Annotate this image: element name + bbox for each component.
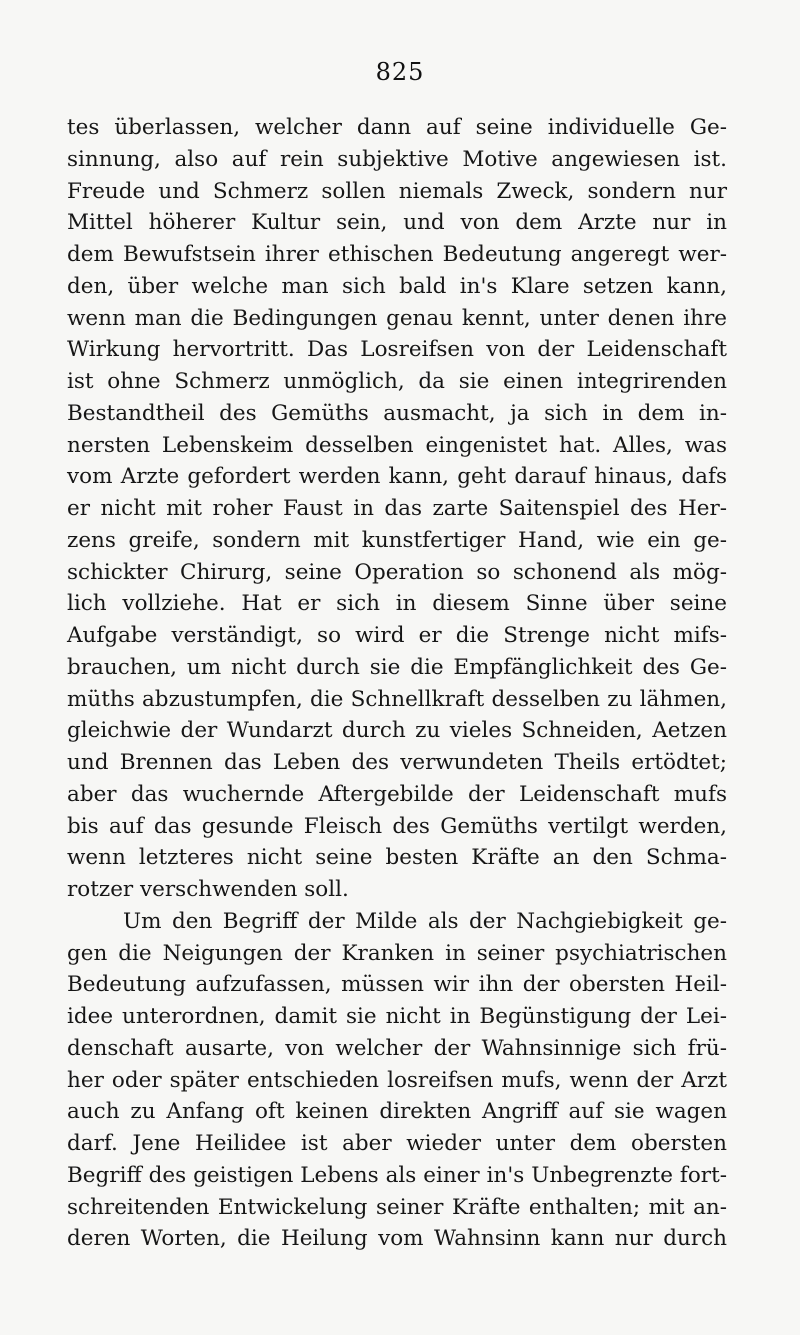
text-line: auch zu Anfang oft keinen direkten Angriff auf sie wagen <box>67 1099 727 1125</box>
text-line: aber das wuchernde Aftergebilde der Leidenschaft mufs <box>67 781 727 807</box>
text-line: sinnung, also auf rein subjektive Motive angewiesen ist. <box>67 146 727 172</box>
text-line: lich vollziehe. Hat er sich in diesem Sinne über seine <box>67 591 727 617</box>
text-line: dem Bewufstsein ihrer ethischen Bedeutung angeregt wer- <box>67 242 727 267</box>
text-line: tes überlassen, welcher dann auf seine individuelle Ge- <box>67 115 727 140</box>
text-line: nersten Lebenskeim desselben eingenistet hat. Alles, was <box>67 432 727 458</box>
paragraph-end-line: rotzer verschwenden soll. <box>67 877 349 902</box>
text-line: idee unterordnen, damit sie nicht in Begünstigung der Lei- <box>67 1004 727 1029</box>
text-line: ist ohne Schmerz unmöglich, da sie einen integrirenden <box>67 369 727 394</box>
text-line: gen die Neigungen der Kranken in seiner psychiatrischen <box>67 940 727 966</box>
text-line: zens greife, sondern mit kunstfertiger Hand, wie ein ge- <box>67 527 727 553</box>
page-number: 825 <box>375 58 425 86</box>
text-line: Bestandtheil des Gemüths ausmacht, ja sich in dem in- <box>67 400 727 426</box>
text-line: wenn man die Bedingungen genau kennt, unter denen ihre <box>67 305 727 331</box>
text-line: und Brennen das Leben des verwundeten Theils ertödtet; <box>67 750 727 775</box>
text-line: wenn letzteres nicht seine besten Kräfte an den Schma- <box>67 845 727 871</box>
text-line: vom Arzte gefordert werden kann, geht darauf hinaus, dafs <box>67 464 727 490</box>
paragraph-start-line: Um den Begriff der Milde als der Nachgiebigkeit ge- <box>123 908 727 934</box>
text-line: bis auf das gesunde Fleisch des Gemüths vertilgt werden, <box>67 813 727 839</box>
text-line: Aufgabe verständigt, so wird er die Strenge nicht mifs- <box>67 623 727 648</box>
text-line: Begriff des geistigen Lebens als einer in's Unbegrenzte fort- <box>67 1162 727 1188</box>
text-line: Mittel höherer Kultur sein, und von dem Arzte nur in <box>67 210 727 236</box>
text-line: Freude und Schmerz sollen niemals Zweck, sondern nur <box>67 178 727 204</box>
text-line: denschaft ausarte, von welcher der Wahnsinnige sich frü- <box>67 1035 727 1061</box>
text-line: er nicht mit roher Faust in das zarte Saitenspiel des Her- <box>67 496 727 521</box>
text-line: gleichwie der Wundarzt durch zu vieles Schneiden, Aetzen <box>67 718 727 744</box>
text-line: schickter Chirurg, seine Operation so schonend als mög- <box>67 559 727 585</box>
text-line: brauchen, um nicht durch sie die Empfänglichkeit des Ge- <box>67 654 727 680</box>
text-line: Wirkung hervortritt. Das Losreifsen von der Leidenschaft <box>67 337 727 363</box>
body-text <box>67 112 727 1255</box>
text-line: den, über welche man sich bald in's Klare setzen kann, <box>67 273 727 299</box>
text-line: Bedeutung aufzufassen, müssen wir ihn der obersten Heil- <box>67 972 727 998</box>
text-line: schreitenden Entwickelung seiner Kräfte enthalten; mit an- <box>67 1194 727 1220</box>
text-line: müths abzustumpfen, die Schnellkraft desselben zu lähmen, <box>67 686 727 712</box>
text-line: deren Worten, die Heilung vom Wahnsinn kann nur durch <box>67 1226 727 1252</box>
text-line: darf. Jene Heilidee ist aber wieder unter dem obersten <box>67 1131 727 1156</box>
text-line: her oder später entschieden losreifsen mufs, wenn der Arzt <box>67 1067 727 1093</box>
